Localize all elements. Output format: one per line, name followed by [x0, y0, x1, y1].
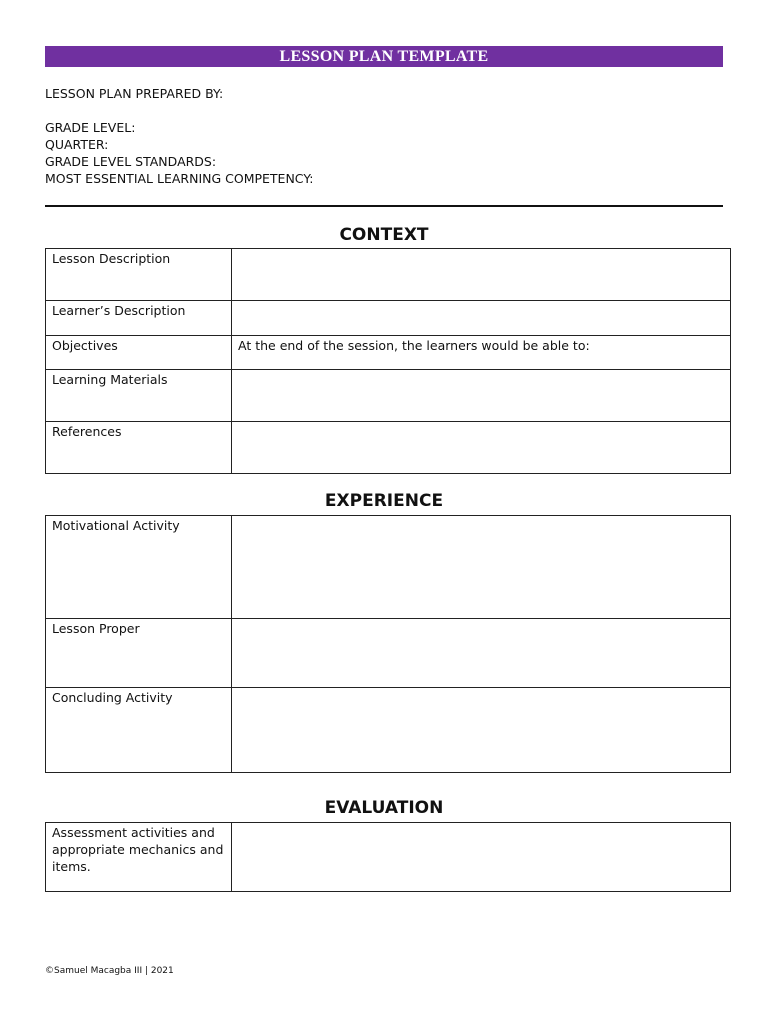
- grade-level-label: GRADE LEVEL:: [45, 120, 136, 135]
- motivational-activity-field[interactable]: [232, 516, 731, 619]
- concluding-activity-label: Concluding Activity: [46, 688, 232, 773]
- table-row: [46, 823, 731, 892]
- context-table: [45, 248, 731, 474]
- table-row: [46, 619, 731, 688]
- assessment-field[interactable]: [232, 823, 731, 892]
- evaluation-table: [45, 822, 731, 892]
- copyright-footer: ©Samuel Macagba III | 2021: [45, 966, 174, 976]
- quarter-label: QUARTER:: [45, 137, 109, 152]
- objectives-label: Objectives: [46, 336, 232, 370]
- learning-materials-label: Learning Materials: [46, 370, 232, 422]
- experience-title: EXPERIENCE: [324, 491, 444, 511]
- competency-label: MOST ESSENTIAL LEARNING COMPETENCY:: [45, 171, 314, 186]
- table-row: [46, 422, 731, 474]
- assessment-label: Assessment activities and appropriate mechanics and items.: [46, 823, 232, 892]
- learners-description-label: Learner’s Description: [46, 301, 232, 336]
- learning-materials-field[interactable]: [232, 370, 731, 422]
- table-row: [46, 688, 731, 773]
- lesson-description-label: Lesson Description: [46, 249, 232, 301]
- experience-table: [45, 515, 731, 773]
- lesson-description-field[interactable]: [232, 249, 731, 301]
- objectives-field[interactable]: At the end of the session, the learners would be able to:: [232, 336, 731, 370]
- table-row: [46, 370, 731, 422]
- table-row: [46, 249, 731, 301]
- table-row: [46, 516, 731, 619]
- table-row: [46, 301, 731, 336]
- standards-label: GRADE LEVEL STANDARDS:: [45, 154, 217, 169]
- context-title: CONTEXT: [339, 225, 429, 245]
- page-title: LESSON PLAN TEMPLATE: [45, 46, 723, 67]
- concluding-activity-field[interactable]: [232, 688, 731, 773]
- prepared-by-label: LESSON PLAN PREPARED BY:: [45, 86, 224, 101]
- references-field[interactable]: [232, 422, 731, 474]
- divider: [45, 205, 723, 207]
- evaluation-title: EVALUATION: [324, 798, 444, 818]
- table-row: [46, 336, 731, 370]
- references-label: References: [46, 422, 232, 474]
- lesson-proper-label: Lesson Proper: [46, 619, 232, 688]
- learners-description-field[interactable]: [232, 301, 731, 336]
- lesson-proper-field[interactable]: [232, 619, 731, 688]
- motivational-activity-label: Motivational Activity: [46, 516, 232, 619]
